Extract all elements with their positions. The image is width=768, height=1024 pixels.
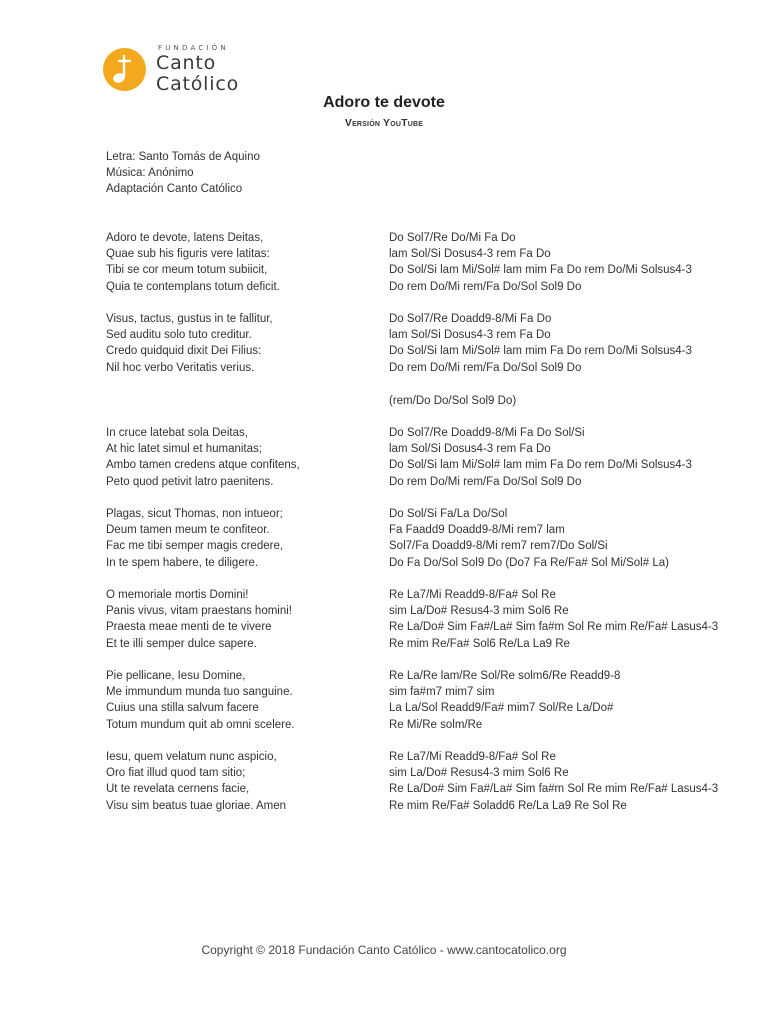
lyric-line: Fac me tibi semper magis credere,	[106, 540, 284, 553]
lyric-line: Quae sub his figuris vere latitas:	[106, 248, 270, 261]
chord-line: Re La7/Mi Readd9-8/Fa# Sol Re	[389, 589, 556, 601]
lyric-line: Et te illi semper dulce sapere.	[106, 637, 257, 650]
logo-foundation-text: FUNDACIÓN	[158, 44, 229, 52]
chord-line: Do rem Do/Mi rem/Fa Do/Sol Sol9 Do	[389, 361, 582, 374]
lyric-line: Credo quidquid dixit Dei Filius:	[106, 345, 262, 358]
chord-line: La La/Sol Readd9/Fa# mim7 Sol/Re La/Do#	[389, 702, 614, 715]
chord-line: Re Mi/Re solm/Re	[389, 718, 483, 731]
chord-line: sim La/Do# Resus4-3 mim Sol6 Re	[389, 767, 569, 780]
lyric-line: In cruce latebat sola Deitas,	[106, 427, 248, 439]
chord-line: Do Sol7/Re Doadd9-8/Mi Fa Do	[389, 313, 552, 325]
chord-line: Re mim Re/Fa# Sol6 Re/La La9 Re	[389, 637, 570, 650]
lyric-line: Sed auditu solo tuto creditur.	[106, 329, 252, 342]
page-subtitle: Versión YouTube	[344, 117, 424, 129]
lyric-line: Plagas, sicut Thomas, non intueor;	[106, 508, 283, 520]
lyric-line: Adoro te devote, latens Deitas,	[106, 232, 264, 244]
interlude-chords	[389, 393, 516, 409]
chord-line: lam Sol/Si Dosus4-3 rem Fa Do	[389, 443, 551, 456]
chord-line: Do Fa Do/Sol Sol9 Do (Do7 Fa Re/Fa# Sol Mi/Sol# La)	[389, 556, 669, 569]
chord-line: Re La/Re lam/Re Sol/Re solm6/Re Readd9-8	[389, 670, 621, 682]
lyric-line: At hic latet simul et humanitas;	[106, 443, 262, 456]
lyric-line: Ut te revelata cernens facie,	[106, 783, 250, 796]
stanza-4-chords	[389, 506, 669, 571]
chord-line: (rem/Do Do/Sol Sol9 Do)	[389, 395, 517, 407]
chord-line: Do Sol7/Re Do/Mi Fa Do	[389, 232, 516, 244]
music-note-cross-icon	[103, 48, 146, 91]
chord-line: Do Sol/Si lam Mi/Sol# lam mim Fa Do rem Do/Mi Solsus4-3	[389, 459, 692, 472]
chord-line: Re La7/Mi Readd9-8/Fa# Sol Re	[389, 751, 556, 763]
credit-music: Música: Anónimo	[106, 167, 194, 179]
stanza-1-chords	[389, 230, 692, 295]
lyric-line: Peto quod petivit latro paenitens.	[106, 475, 274, 488]
lyric-line: Visu sim beatus tuae gloriae. Amen	[106, 799, 287, 812]
lyric-line: Iesu, quem velatum nunc aspicio,	[106, 751, 277, 763]
lyric-line: Me immundum munda tuo sanguine.	[106, 686, 293, 699]
lyric-line: Totum mundum quit ab omni scelere.	[106, 718, 295, 731]
footer-copyright: Copyright © 2018 Fundación Canto Católico - www.cantocatolico.org	[201, 943, 567, 957]
chord-line: Do Sol/Si Fa/La Do/Sol	[389, 508, 508, 520]
chord-line: sim La/Do# Resus4-3 mim Sol6 Re	[389, 605, 569, 618]
lyric-line: Oro fiat illud quod tam sitio;	[106, 767, 246, 780]
stanza-7-chords	[389, 749, 718, 814]
credit-lyrics: Letra: Santo Tomás de Aquino	[106, 151, 260, 163]
chord-line: Re La/Do# Sim Fa#/La# Sim fa#m Sol Re mim Re/Fa# Lasus4-3	[389, 621, 719, 634]
stanza-5-lyrics	[106, 587, 292, 652]
chord-line: Do Sol7/Re Doadd9-8/Mi Fa Do Sol/Si	[389, 427, 585, 439]
stanza-6-chords	[389, 668, 620, 733]
lyric-line: Deum tamen meum te confiteor.	[106, 524, 270, 537]
chord-line: Re mim Re/Fa# Soladd6 Re/La La9 Re Sol Re	[389, 799, 627, 812]
lyric-line: In te spem habere, te diligere.	[106, 556, 259, 569]
stanza-3-lyrics	[106, 425, 300, 490]
chord-line: Do Sol/Si lam Mi/Sol# lam mim Fa Do rem Do/Mi Solsus4-3	[389, 264, 692, 277]
logo-canto-text: Canto	[156, 52, 217, 74]
stanza-6-lyrics	[106, 668, 295, 733]
logo-catolico-text: Católico	[156, 73, 240, 95]
credits	[106, 149, 260, 197]
chord-line: Do Sol/Si lam Mi/Sol# lam mim Fa Do rem Do/Mi Solsus4-3	[389, 345, 692, 358]
stanza-7-lyrics	[106, 749, 286, 814]
chord-line: Do rem Do/Mi rem/Fa Do/Sol Sol9 Do	[389, 475, 582, 488]
lyric-line: Visus, tactus, gustus in te fallitur,	[106, 313, 273, 325]
chord-line: Do rem Do/Mi rem/Fa Do/Sol Sol9 Do	[389, 280, 582, 293]
stanza-4-lyrics	[106, 506, 283, 571]
chord-line: sim fa#m7 mim7 sim	[389, 686, 495, 699]
lyric-line: Cuius una stilla salvum facere	[106, 702, 259, 715]
chord-line: Sol7/Fa Doadd9-8/Mi rem7 rem7/Do Sol/Si	[389, 540, 608, 553]
lyric-line: O memoriale mortis Domini!	[106, 589, 249, 601]
logo	[103, 44, 273, 96]
chord-line: Re La/Do# Sim Fa#/La# Sim fa#m Sol Re mim Re/Fa# Lasus4-3	[389, 783, 719, 796]
lyric-line: Tibi se cor meum totum subiicit,	[106, 264, 268, 277]
stanza-2-chords	[389, 311, 692, 376]
stanza-2-lyrics	[106, 311, 273, 376]
lyric-line: Pie pellicane, Iesu Domine,	[106, 670, 246, 682]
chord-line: lam Sol/Si Dosus4-3 rem Fa Do	[389, 248, 551, 261]
lyric-line: Panis vivus, vitam praestans homini!	[106, 605, 292, 618]
lyric-line: Nil hoc verbo Veritatis verius.	[106, 361, 255, 374]
lyric-line: Ambo tamen credens atque confitens,	[106, 459, 300, 472]
chord-line: Fa Faadd9 Doadd9-8/Mi rem7 lam	[389, 524, 565, 537]
credit-adaptation: Adaptación Canto Católico	[106, 183, 243, 195]
stanza-5-chords	[389, 587, 718, 652]
page-title: Adoro te devote	[323, 94, 445, 111]
stanza-3-chords	[389, 425, 692, 490]
lyric-line: Quia te contemplans totum deficit.	[106, 280, 280, 293]
chord-line: lam Sol/Si Dosus4-3 rem Fa Do	[389, 329, 551, 342]
stanza-1-lyrics	[106, 230, 280, 295]
lyric-line: Praesta meae menti de te vivere	[106, 621, 272, 634]
